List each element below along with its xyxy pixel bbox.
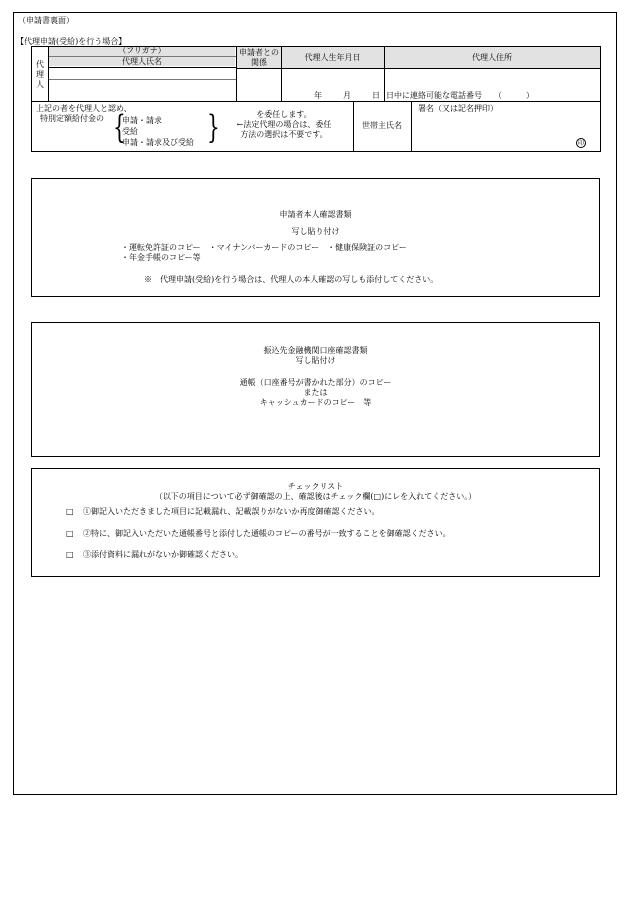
delegation-line2: 特別定額給付金の	[40, 114, 104, 123]
legal-note-2: 方法の選択は不要です。	[240, 130, 328, 139]
checklist-instruction: （以下の項目について必ず御確認の上、確認後はチェック欄(□)にレを入れてください。）	[154, 492, 477, 501]
checklist-item-2: ②特に、御記入いただいた通帳番号と添付した通帳のコピーの番号が一致することを御確認ください。	[83, 529, 451, 538]
agent-name-field[interactable]	[49, 68, 235, 100]
bank-box-title: 振込先金融機関口座確認書類	[263, 346, 368, 355]
date-day: 日	[372, 91, 380, 100]
checkbox-2[interactable]: □	[66, 529, 74, 538]
entrust-text: を委任します。	[256, 110, 312, 119]
birthdate-field[interactable]	[282, 69, 383, 101]
agent-row-label: 代理人	[36, 60, 44, 89]
right-brace: }	[207, 107, 220, 147]
id-box-list1: ・運転免許証のコピー ・マイナンバーカードのコピー ・健康保険証のコピー	[121, 243, 407, 252]
agent-name-label: 代理人氏名	[122, 57, 162, 66]
signature-label: 署名（又は記名押印）	[418, 104, 498, 113]
id-box-list2: ・年金手帳のコピー等	[121, 253, 201, 262]
date-month: 月	[343, 91, 351, 100]
bank-box-line2: または	[303, 388, 328, 397]
checkbox-3[interactable]: □	[66, 550, 74, 559]
delegation-line1: 上記の者を代理人と認め、	[36, 104, 132, 113]
birthdate-label: 代理人生年月日	[304, 53, 361, 62]
id-box-title: 申請者本人確認書類	[279, 210, 352, 219]
signature-field[interactable]	[412, 114, 598, 150]
left-brace: {	[113, 107, 126, 147]
checklist-item-1: ①御記入いただきました項目に記載漏れ、記載誤りがないか再度御確認ください。	[83, 507, 380, 516]
address-label: 代理人住所	[472, 53, 512, 62]
id-box-subtitle: 写し貼り付け	[291, 227, 340, 236]
phone-label: 日中に連絡可能な電話番号 （ ）	[386, 91, 534, 100]
id-box-note: ※ 代理申請(受給)を行う場合は、代理人の本人確認の写しも添付してください。	[144, 275, 439, 284]
option-both[interactable]: 申請・請求及び受給	[122, 138, 194, 147]
id-document-box[interactable]	[31, 178, 600, 297]
furigana-label: （フリガナ）	[118, 46, 166, 55]
checklist-item-3: ③添付資料に漏れがないか御確認ください。	[83, 550, 243, 559]
checklist-box	[31, 468, 600, 577]
relationship-label: 申請者との関係	[239, 48, 279, 67]
bank-box-subtitle: 写し貼付け	[295, 356, 336, 365]
checklist-title: チェックリスト	[287, 482, 344, 491]
seal-icon: 印	[577, 140, 584, 147]
legal-note-1: ←法定代理の場合は、委任	[236, 120, 332, 129]
bank-box-line1: 通帳（口座番号が書かれた部分）のコピー	[239, 378, 392, 387]
section-title: 【代理申請(受給)を行う場合】	[16, 37, 127, 46]
sheet-label: （申請書裏面）	[18, 16, 74, 25]
householder-label: 世帯主氏名	[362, 121, 402, 130]
option-apply[interactable]: 申請・請求	[122, 116, 162, 125]
bank-box-line3: キャッシュカードのコピー 等	[259, 398, 372, 407]
date-year: 年	[314, 91, 322, 100]
relationship-field[interactable]	[237, 47, 280, 101]
address-field[interactable]	[385, 69, 599, 89]
option-receive[interactable]: 受給	[122, 127, 138, 136]
checkbox-1[interactable]: □	[66, 507, 74, 516]
bank-document-box[interactable]	[31, 322, 600, 457]
